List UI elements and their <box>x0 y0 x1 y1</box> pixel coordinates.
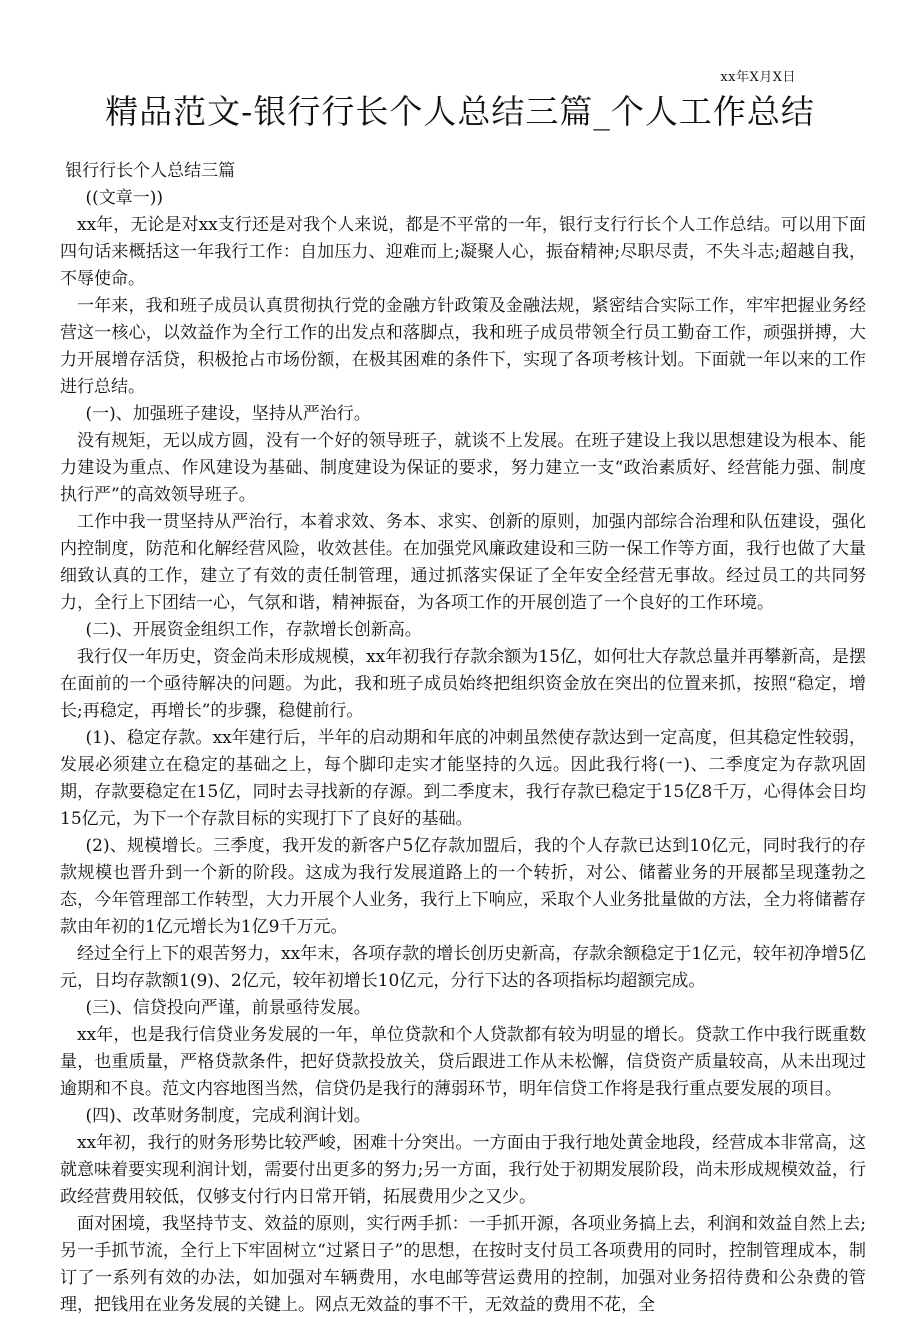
document-date: xx年X月X日 <box>720 70 796 85</box>
paragraph: xx年初，我行的财务形势比较严峻，困难十分突出。一方面由于我行地处黄金地段，经营成本非常高，这就意味着要实现利润计划，需要付出更多的努力;另一方面，我行处于初期发展阶段，尚未形成规模效益，行政经营费用较低，仅够支付行内日常开销，拓展费用少之又少。 <box>60 1133 866 1207</box>
paragraph: (1)、稳定存款。xx年建行后，半年的启动期和年底的冲刺虽然使存款达到一定高度，但其稳定性较弱，发展必须建立在稳定的基础之上，每个脚印走实才能坚持的久远。因此我行将(一)、二季度定为存款巩固期，存款要稳定在15亿，同时去寻找新的存源。到二季度末，我行存款已稳定于15亿8千万，心得体会日均15亿元，为下一个存款目标的实现打下了良好的基础。 <box>60 728 866 829</box>
paragraph: 工作中我一贯坚持从严治行，本着求效、务本、求实、创新的原则，加强内部综合治理和队伍建设，强化内控制度，防范和化解经营风险，收效甚佳。在加强党风廉政建设和三防一保工作等方面，我行也做了大量细致认真的工作，建立了有效的责任制管理，通过抓落实保证了全年安全经营无事故。经过员工的共同努力，全行上下团结一心，气氛和谐，精神振奋，为各项工作的开展创造了一个良好的工作环境。 <box>60 512 866 613</box>
section-heading: (三)、信贷投向严谨，前景亟待发展。 <box>85 998 371 1018</box>
paragraph: 一年来，我和班子成员认真贯彻执行党的金融方针政策及金融法规，紧密结合实际工作，牢牢把握业务经营这一核心，以效益作为全行工作的出发点和落脚点，我和班子成员带领全行员工勤奋工作，顽强拼搏，大力开展增存活贷，积极抢占市场份额，在极其困难的条件下，实现了各项考核计划。下面就一年以来的工作进行总结。 <box>60 296 866 397</box>
paragraph: 经过全行上下的艰苦努力，xx年末，各项存款的增长创历史新高，存款余额稳定于1亿元，较年初净增5亿元，日均存款额1(9)、2亿元，较年初增长10亿元，分行下达的各项指标均超额完成。 <box>60 944 866 991</box>
article-label: ((文章一)) <box>85 188 164 208</box>
document-body <box>60 158 866 1319</box>
subtitle: 银行行长个人总结三篇 <box>65 161 236 181</box>
paragraph: 我行仅一年历史，资金尚未形成规模，xx年初我行存款余额为15亿，如何壮大存款总量并再攀新高，是摆在面前的一个亟待解决的问题。为此，我和班子成员始终把组织资金放在突出的位置来抓，按照“稳定，增长;再稳定，再增长”的步骤，稳健前行。 <box>60 647 866 721</box>
paragraph: 面对困境，我坚持节支、效益的原则，实行两手抓：一手抓开源，各项业务搞上去，利润和效益自然上去;另一手抓节流，全行上下牢固树立“过紧日子”的思想，在按时支付员工各项费用的同时，控制管理成本，制订了一系列有效的办法，如加强对车辆费用，水电邮等营运费用的控制，加强对业务招待费和公杂费的管理，把钱用在业务发展的关键上。网点无效益的事不干，无效益的费用不花，全 <box>60 1214 866 1315</box>
section-heading: (二)、开展资金组织工作，存款增长创新高。 <box>85 620 422 640</box>
section-heading: (一)、加强班子建设，坚持从严治行。 <box>85 404 371 424</box>
paragraph: (2)、规模增长。三季度，我开发的新客户5亿存款加盟后，我的个人存款已达到10亿元，同时我行的存款规模也晋升到一个新的阶段。这成为我行发展道路上的一个转折，对公、储蓄业务的开展都呈现蓬勃之态，今年管理部工作转型，大力开展个人业务，我行上下响应，采取个人业务批量做的方法，全力将储蓄存款由年初的1亿元增长为1亿9千万元。 <box>60 836 866 937</box>
paragraph: xx年，也是我行信贷业务发展的一年，单位贷款和个人贷款都有较为明显的增长。贷款工作中我行既重数量，也重质量，严格贷款条件，把好贷款投放关，贷后跟进工作从未松懈，信贷资产质量较高，从未出现过逾期和不良。范文内容地图当然，信贷仍是我行的薄弱环节，明年信贷工作将是我行重点要发展的项目。 <box>60 1025 866 1099</box>
section-heading: (四)、改革财务制度，完成利润计划。 <box>85 1106 371 1126</box>
document-title: 精品范文-银行行长个人总结三篇_个人工作总结 <box>105 92 815 131</box>
paragraph: xx年，无论是对xx支行还是对我个人来说，都是不平常的一年，银行支行行长个人工作总结。可以用下面四句话来概括这一年我行工作：自加压力、迎难而上;凝聚人心，振奋精神;尽职尽责，不失斗志;超越自我，不辱使命。 <box>60 215 866 289</box>
paragraph: 没有规矩，无以成方圆，没有一个好的领导班子，就谈不上发展。在班子建设上我以思想建设为根本、能力建设为重点、作风建设为基础、制度建设为保证的要求，努力建立一支“政治素质好、经营能力强、制度执行严”的高效领导班子。 <box>60 431 866 505</box>
